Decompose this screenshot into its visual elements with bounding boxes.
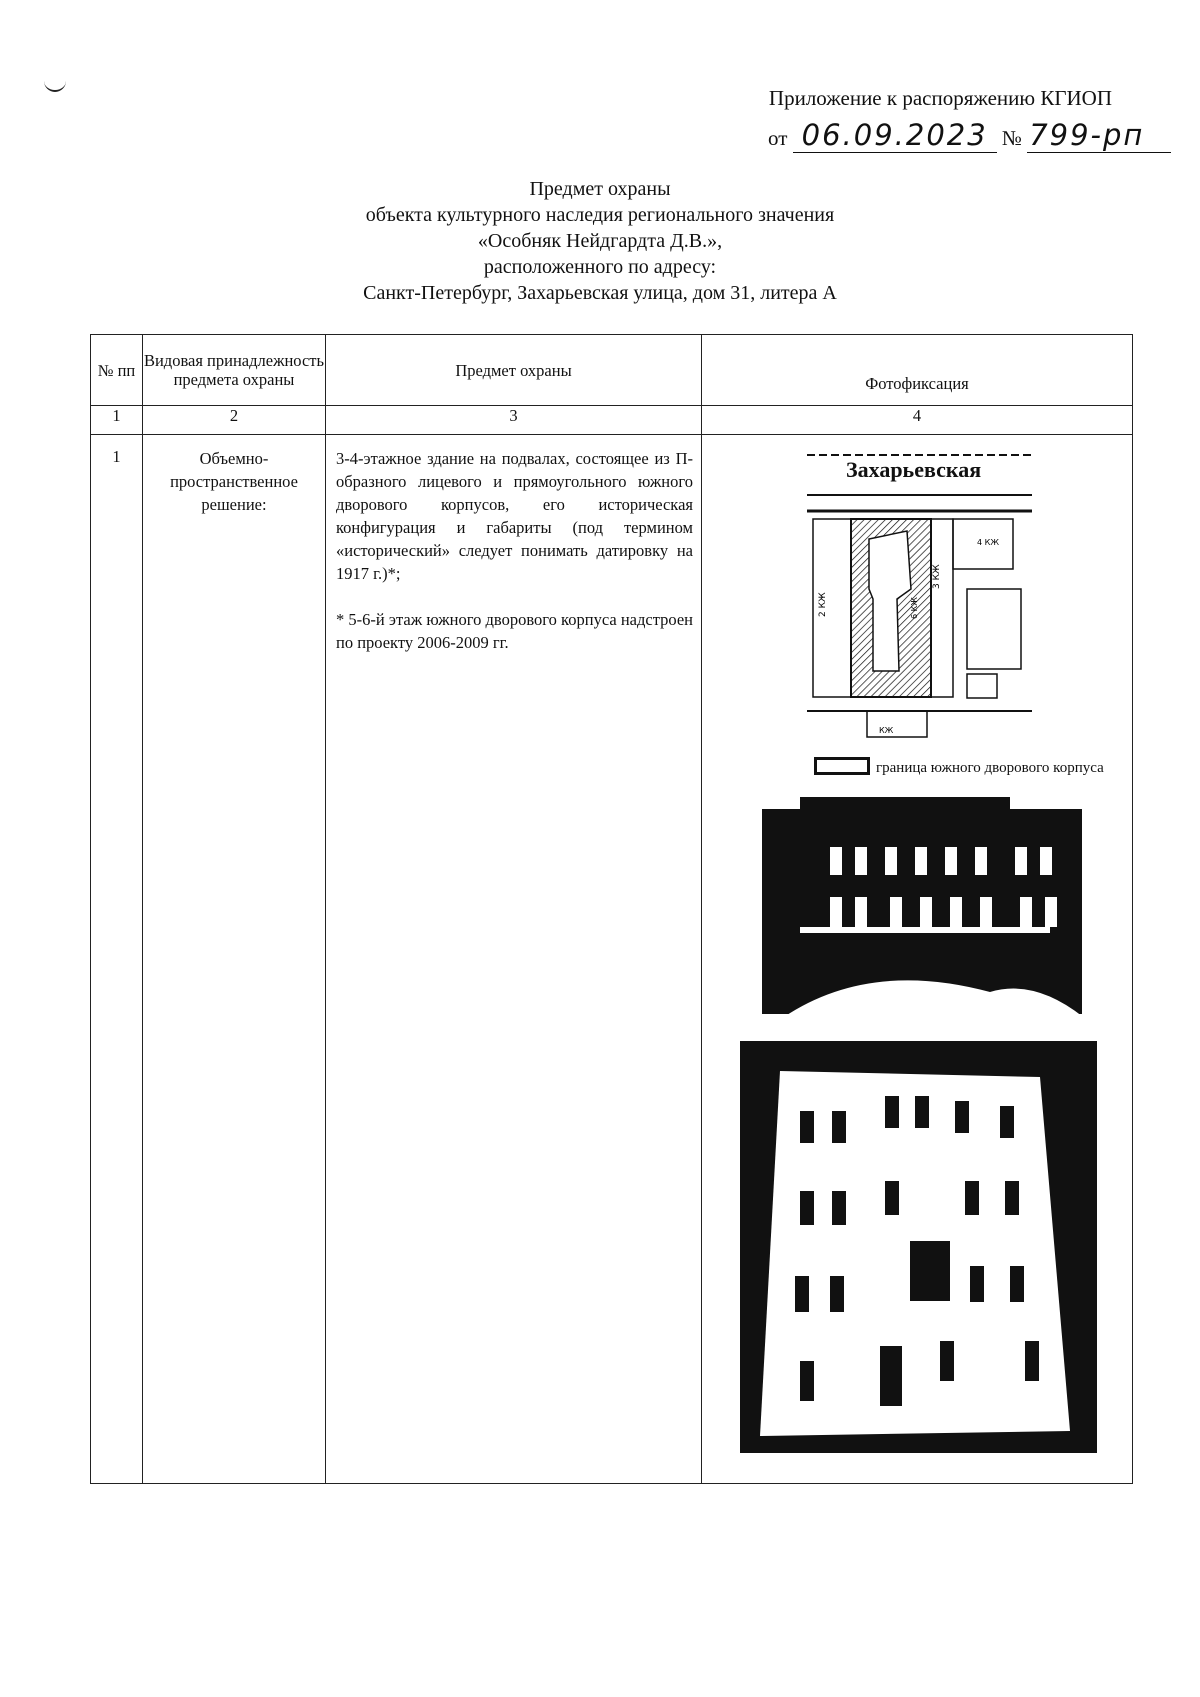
row-type: Объемно-пространственное решение: (143, 435, 326, 1484)
appendix-heading: Приложение к распоряжению КГИОП (768, 86, 1112, 110)
table-header-row (91, 335, 1133, 406)
column-number: 4 (702, 406, 1133, 435)
title-line-5: Санкт-Петербург, Захарьевская улица, дом 31, литера А (363, 282, 837, 304)
legend-text: граница южного дворового корпуса (876, 760, 1104, 776)
svg-text:4 КЖ: 4 КЖ (977, 538, 999, 547)
date-prefix: от (768, 126, 788, 150)
scan-mark (44, 80, 66, 92)
svg-text:КЖ: КЖ (879, 726, 894, 735)
header-number: № пп (91, 335, 143, 406)
header-photo: Фотофиксация (702, 335, 1133, 406)
courtyard-photo (740, 1041, 1097, 1453)
legend-swatch (814, 757, 870, 775)
site-plan-image (807, 449, 1032, 744)
header-subject: Предмет охраны (326, 335, 702, 406)
row-number: 1 (91, 435, 143, 1484)
row-photos (702, 435, 1133, 1484)
row-subject (326, 435, 702, 1484)
protection-subject-table (90, 334, 1133, 1484)
column-number: 2 (143, 406, 326, 435)
order-number: 799-рп (1027, 118, 1171, 153)
document-title (230, 176, 970, 306)
title-line-4: расположенного по адресу: (483, 256, 717, 278)
header-type: Видовая принадлежность предмета охраны (143, 335, 326, 406)
facade-photo (740, 787, 1095, 1029)
svg-text:2 КЖ: 2 КЖ (818, 592, 828, 617)
svg-text:3 КЖ: 3 КЖ (932, 564, 942, 589)
title-line-2: объекта культурного наследия регионального значения (365, 204, 835, 226)
order-reference (768, 118, 1171, 153)
order-date: 06.09.2023 (793, 118, 997, 153)
subject-note: * 5-6-й этаж южного дворового корпуса надстроен по проекту 2006-2009 гг. (336, 610, 693, 652)
column-number: 3 (326, 406, 702, 435)
plan-legend (814, 757, 1104, 777)
title-line-3: «Особняк Нейдгардта Д.В.», (477, 230, 723, 252)
table-row (91, 435, 1133, 1484)
plan-street-label: Захарьевская (846, 457, 982, 482)
title-line-1: Предмет охраны (529, 178, 671, 200)
column-number: 1 (91, 406, 143, 435)
svg-text:6 КЖ: 6 КЖ (910, 597, 919, 619)
subject-text: 3-4-этажное здание на подвалах, состоящее из П-образного лицевого и прямоугольного южного дворового корпусов, его историческая конфигурация и габариты (под термином «исторический» следует понимать датировку на 1917 г.)*; (336, 449, 693, 583)
number-prefix: № (1001, 126, 1022, 150)
column-number-row (91, 406, 1133, 435)
